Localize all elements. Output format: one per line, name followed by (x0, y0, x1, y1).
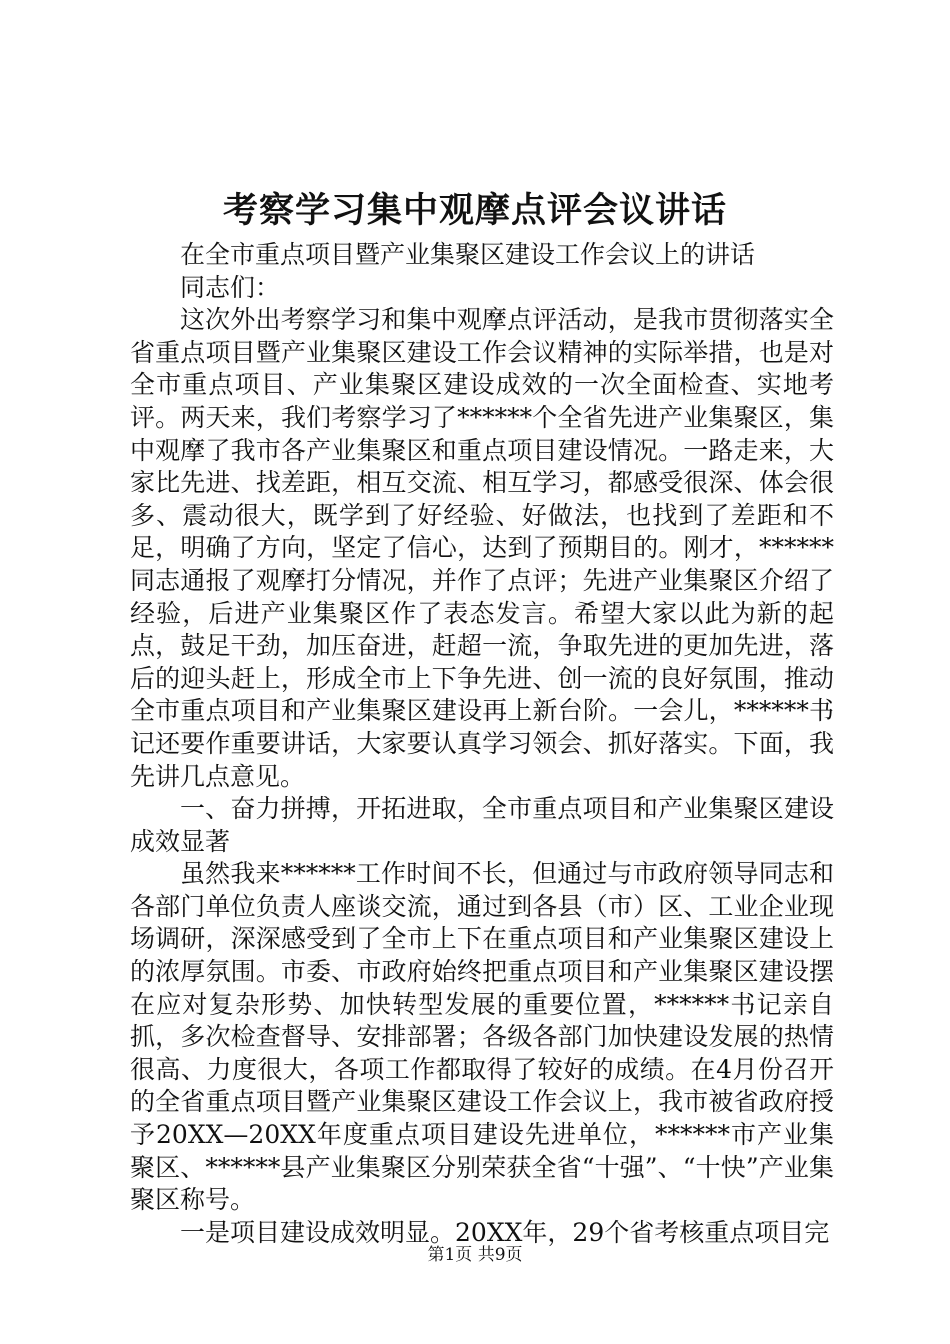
speech-occasion: 在全市重点项目暨产业集聚区建设工作会议上的讲话 (180, 240, 756, 269)
section-heading-1: 一、奋力拼搏，开拓进取，全市重点项目和产业集聚区建设成效显著 (130, 794, 834, 856)
paragraph-achievements: 虽然我来******工作时间不长，但通过与市政府领导同志和各部门单位负责人座谈交流，通过到各县（市）区、工业企业现场调研，深深感受到了全市上下在重点项目和产业集聚区建设上的浓厚氛围。市委、市政府始终把重点项目和产业集聚区建设摆在应对复杂形势、加快转型发展的重要位置，******书记亲自抓，多次检查督导、安排部署；各级各部门加快建设发展的热情很高、力度很大，各项工作都取得了较好的成绩。在4月份召开的全省重点项目暨产业集聚区建设工作会议上，我市被省政府授予20XX—20XX年度重点项目建设先进单位，******市产业集聚区、******县产业集聚区分别荣获全省“十强”、“十快”产业集聚区称号。 (130, 859, 834, 1215)
paragraph-project-results: 一是项目建设成效明显。20XX年，29个省考核重点项目完 (180, 1217, 830, 1247)
paragraph-intro: 这次外出考察学习和集中观摩点评活动，是我市贯彻落实全省重点项目暨产业集聚区建设工作会议精神的实际举措，也是对全市重点项目、产业集聚区建设成效的一次全面检查、实地考评。两天来，我们考察学习了******个全省先进产业集聚区，集中观摩了我市各产业集聚区和重点项目建设情况。一路走来，大家比先进、找差距，相互交流、相互学习，都感受很深、体会很多、震动很大，既学到了好经验、好做法，也找到了差距和不足，明确了方向，坚定了信心，达到了预期目的。刚才，******同志通报了观摩打分情况，并作了点评；先进产业集聚区介绍了经验，后进产业集聚区作了表态发言。希望大家以此为新的起点，鼓足干劲，加压奋进，赶超一流，争取先进的更加先进，落后的迎头赶上，形成全市上下争先进、创一流的良好氛围，推动全市重点项目和产业集聚区建设再上新台阶。一会儿，******书记还要作重要讲话，大家要认真学习领会、抓好落实。下面，我先讲几点意见。 (130, 305, 834, 791)
salutation: 同志们： (180, 272, 281, 302)
page-number-footer: 第1页 共9页 (427, 1245, 523, 1265)
document-title: 考察学习集中观摩点评会议讲话 (222, 190, 727, 231)
document-body (130, 239, 834, 1249)
